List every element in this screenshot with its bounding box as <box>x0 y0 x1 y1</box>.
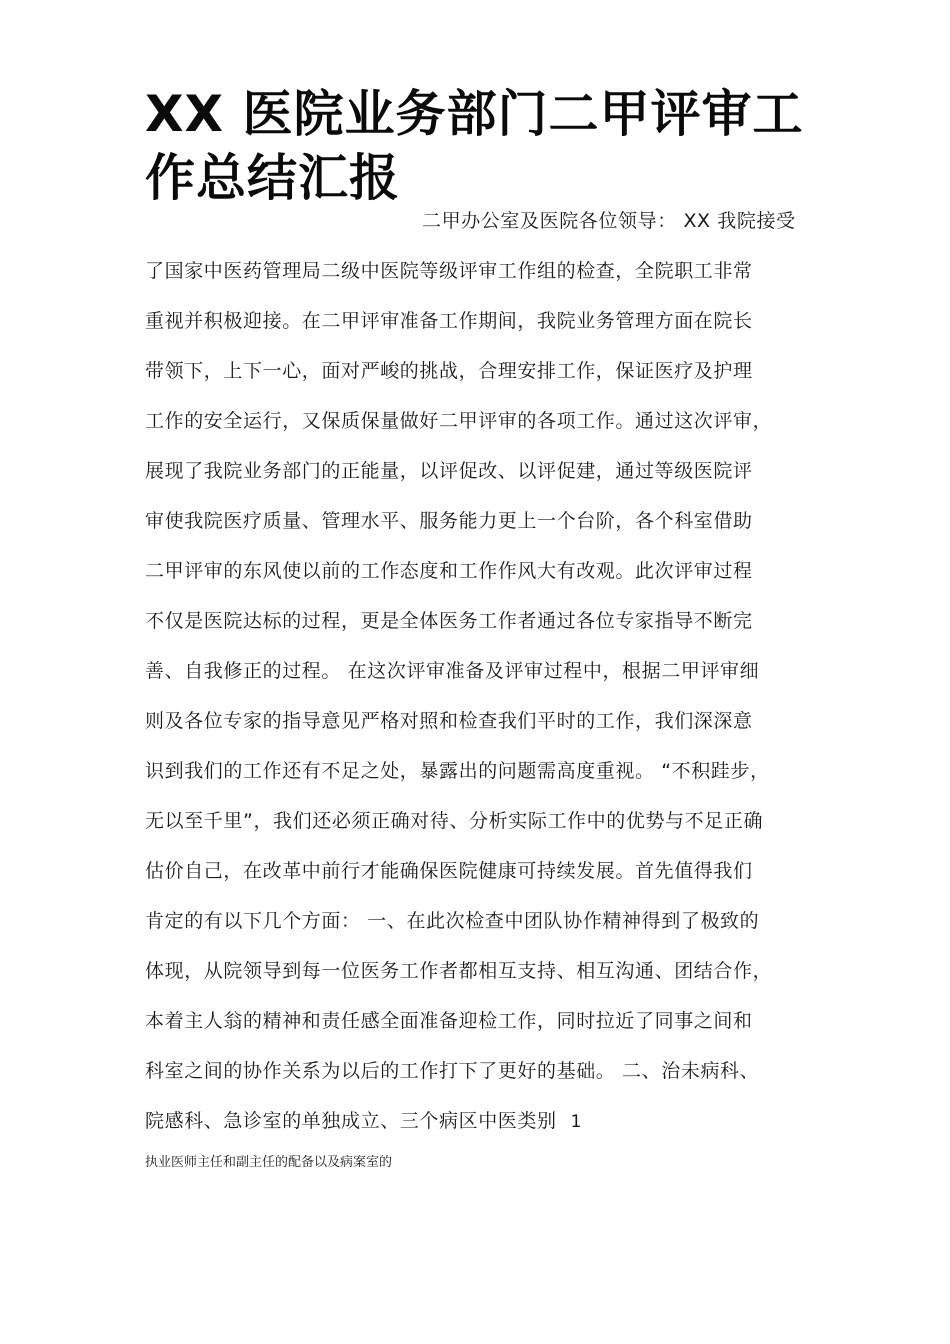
footer-text: 执业医师主任和副主任的配备以及病案室的 <box>145 1155 393 1170</box>
text-line: 体现，从院领导到每一位医务工作者都相互支持、相互沟通、团结合作， <box>145 960 773 982</box>
text-line: 不仅是医院达标的过程，更是全体医务工作者通过各位专家指导不断完 <box>145 610 753 632</box>
text-line: 本着主人翁的精神和责任感全面准备迎检工作，同时拉近了同事之间和 <box>145 1010 753 1032</box>
text-line: 则及各位专家的指导意见严格对照和检查我们平时的工作，我们深深意 <box>145 710 753 732</box>
text-line: 估价自己，在改革中前行才能确保医院健康可持续发展。首先值得我们 <box>145 860 753 882</box>
text-line-last <box>145 1108 582 1135</box>
text-line: 识到我们的工作还有不足之处，暴露出的问题需高度重视。 “不积跬步， <box>145 760 770 782</box>
text-line: 审使我院医疗质量、管理水平、服务能力更上一个台阶，各个科室借助 <box>145 510 753 532</box>
text-line: 科室之间的协作关系为以后的工作打下了更好的基础。 二、治未病科、 <box>145 1060 760 1082</box>
text-line: 工作的安全运行，又保质保量做好二甲评审的各项工作。通过这次评审， <box>145 410 773 432</box>
text-line: 了国家中医药管理局二级中医院等级评审工作组的检查，全院职工非常 <box>145 260 753 282</box>
text-line: 无以至千里”，我们还必须正确对待、分析实际工作中的优势与不足正确 <box>145 810 764 832</box>
document-title: XX 医院业务部门二甲评审工作总结汇报 <box>145 85 804 207</box>
text-line: 展现了我院业务部门的正能量，以评促改、以评促建，通过等级医院评 <box>145 460 753 482</box>
text-line-content: 院感科、急诊室的单独成立、三个病区中医类别 <box>145 1110 557 1132</box>
text-line: 重视并积极迎接。在二甲评审准备工作期间，我院业务管理方面在院长 <box>145 310 753 332</box>
text-line: 肯定的有以下几个方面： 一、在此次检查中团队协作精神得到了极致的 <box>145 910 760 932</box>
text-line: 二甲评审的东风使以前的工作态度和工作作风大有改观。此次评审过程 <box>145 560 753 582</box>
text-line: 善、自我修正的过程。 在这次评审准备及评审过程中，根据二甲评审细 <box>145 660 760 682</box>
page-number: 1 <box>570 1112 583 1132</box>
text-line: 带领下，上下一心，面对严峻的挑战，合理安排工作，保证医疗及护理 <box>145 360 753 382</box>
text-line: 二甲办公室及医院各位领导： XX 我院接受 <box>422 210 796 232</box>
